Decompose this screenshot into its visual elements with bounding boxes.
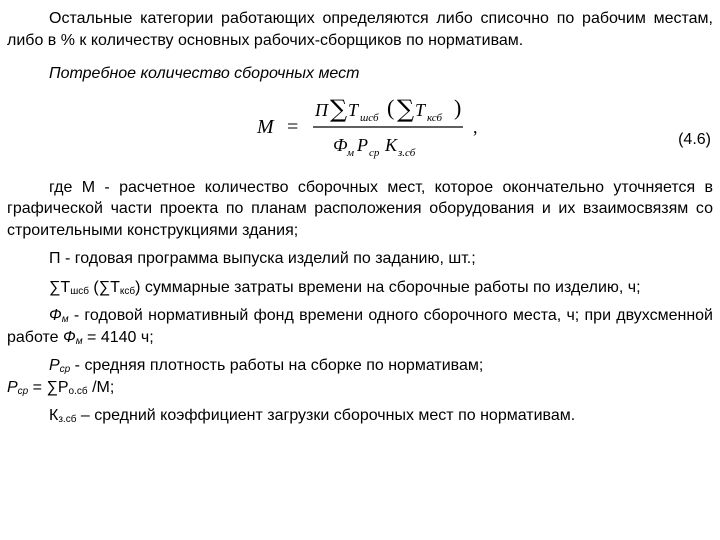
formula-4-6 — [247, 89, 507, 163]
fm-symbol: Ф — [49, 307, 62, 324]
pcp-sub: ср — [59, 364, 71, 375]
fm-text: - годовой нормативный фонд времени одного сборочного места, ч; при двухсменной работе — [7, 307, 713, 346]
formula-equals: = — [287, 115, 299, 138]
fm-symbol2: Ф — [63, 328, 76, 346]
document-page — [7, 8, 713, 427]
definition-k — [7, 405, 713, 427]
formula-num-rparen: ) — [454, 94, 462, 120]
definition-where: где М - расчетное количество сборочных мест, которое окончательно уточняется в графической части проекта по планам расположения оборудования и их взаимосвязям со строительными конструкциями здания; — [7, 178, 713, 239]
definition-t — [7, 277, 713, 299]
t-mid: (∑Т — [88, 278, 120, 296]
definition-p: П - годовая программа выпуска изделий по заданию, шт.; — [49, 250, 476, 267]
intro-paragraph: Остальные категории работающих определяются либо списочно по рабочим местам, либо в % к количеству основных рабочих-сборщиков по нормативам. — [7, 10, 713, 49]
pcpf-sub: ср — [17, 385, 29, 397]
definition-fm — [7, 305, 713, 348]
pcpf-rest: /М; — [87, 378, 115, 396]
formula-block — [7, 89, 713, 163]
formula-lhs: M — [257, 115, 274, 138]
definition-pcp-formula — [7, 377, 713, 399]
formula-num-lparen: ( — [387, 94, 395, 120]
t-sub2: ксб — [119, 285, 136, 297]
formula-num-t1-sub: шсб — [360, 111, 379, 124]
formula-den-p: P — [357, 134, 368, 155]
formula-comma: , — [473, 116, 478, 137]
formula-num-sum2: ∑ — [397, 94, 415, 123]
pcp-symbol: Р — [49, 357, 60, 374]
t-rest: ) суммарные затраты времени на сборочные работы по изделию, ч; — [135, 278, 641, 296]
definition-pcp — [7, 355, 713, 377]
pcp-text: - средняя плотность работы на сборке по нормативам; — [70, 357, 484, 374]
k-symbol: К — [49, 407, 59, 424]
k-text: – средний коэффициент загрузки сборочных мест по нормативам. — [76, 407, 576, 424]
equation-number: (4.6) — [678, 130, 711, 148]
t-sum1: ∑Т — [49, 278, 71, 296]
formula-den-p-sub: ср — [369, 146, 380, 159]
section-heading: Потребное количество сборочных мест — [49, 65, 360, 82]
formula-den-f: Ф — [333, 134, 348, 155]
formula-num-t1: T — [348, 99, 359, 120]
pcpf-eq: = ∑Р — [28, 378, 69, 396]
pcpf-symbol: Р — [7, 378, 18, 396]
formula-num-t2-sub: ксб — [427, 111, 442, 124]
fm-sub: м — [61, 314, 69, 325]
t-sub1: шсб — [70, 285, 89, 297]
fm-sub2: м — [75, 335, 83, 347]
pcpf-sub2: о.сб — [68, 385, 88, 397]
formula-num-p: П — [315, 99, 328, 120]
formula-den-k: K — [385, 134, 398, 155]
formula-den-f-sub: м — [347, 146, 355, 159]
formula-num-sum1: ∑ — [330, 94, 348, 123]
formula-num-t2: T — [415, 99, 426, 120]
formula-den-k-sub: з.сб — [398, 146, 416, 159]
k-sub: з.сб — [58, 414, 77, 425]
fm-value: = 4140 ч; — [82, 328, 154, 346]
